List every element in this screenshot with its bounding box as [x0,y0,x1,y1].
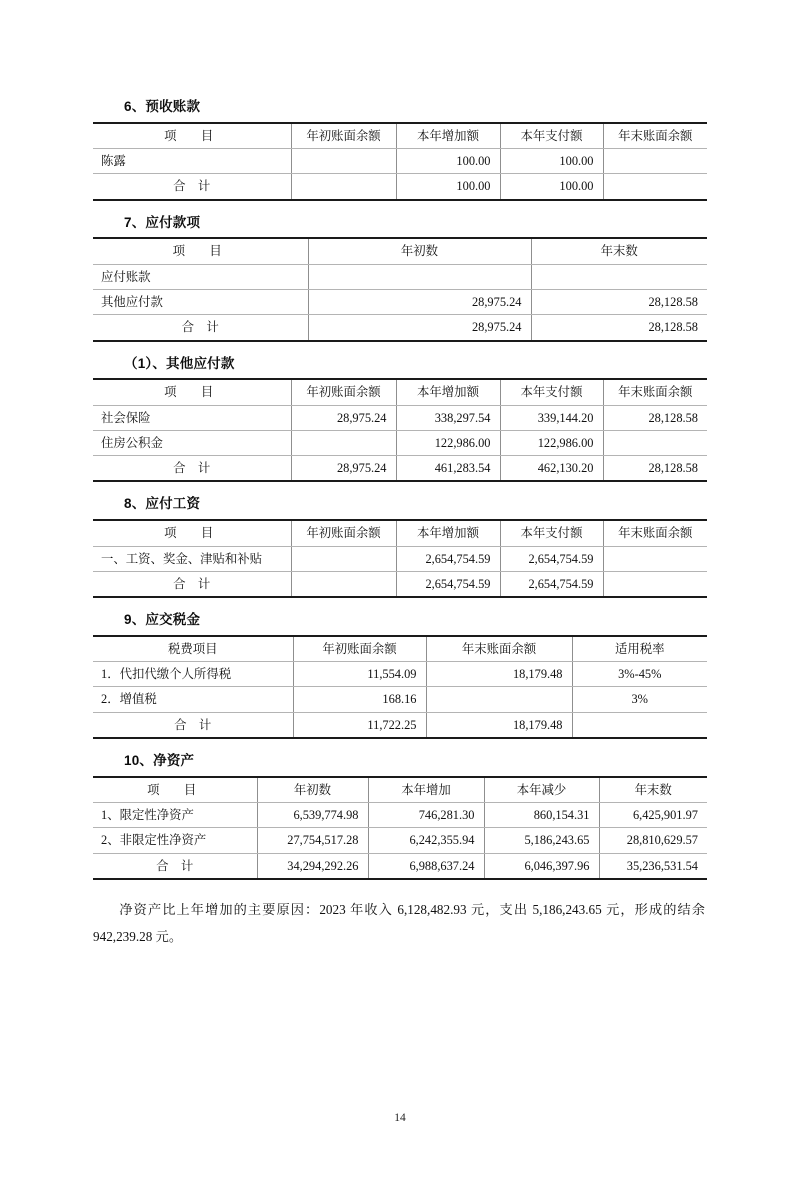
cell-value: 6,046,397.96 [484,853,599,879]
cell-value [291,430,396,455]
column-header: 本年增加额 [396,123,500,149]
cell-value: 11,554.09 [293,662,426,687]
cell-value: 3%-45% [572,662,707,687]
section-heading: 8、应付工资 [124,496,201,512]
column-header: 本年支付额 [500,379,603,405]
section-heading: 6、预收账款 [124,99,201,114]
section-payables [93,216,707,342]
cell-value: 6,425,901.97 [599,803,707,828]
cell-value: 338,297.54 [396,405,500,430]
row-label: 1、限定性净资产 [93,803,257,828]
cell-value: 168.16 [293,687,426,712]
table-row [93,687,707,712]
table-row-total [93,174,707,200]
cell-value: 122,986.00 [500,430,603,455]
column-header: 年初账面余额 [293,636,426,662]
table-header-row [93,379,707,405]
cell-value [291,149,396,174]
cell-value: 339,144.20 [500,405,603,430]
cell-value: 28,975.24 [308,290,531,315]
cell-value: 122,986.00 [396,430,500,455]
table-taxes-payable [93,635,707,739]
column-header: 项 目 [93,238,308,264]
row-label: 合 计 [173,461,211,476]
column-header: 本年增加 [368,777,484,803]
page-number: 14 [394,1112,406,1124]
cell-value: 28,128.58 [531,290,707,315]
cell-value: 461,283.54 [396,456,500,482]
row-label: 合 计 [156,858,194,873]
column-header: 年初账面余额 [291,520,396,546]
row-label: 合 计 [173,179,211,194]
table-row-total [93,571,707,597]
column-header: 本年支付额 [500,123,603,149]
row-label: 1．代扣代缴个人所得税 [93,662,293,687]
table-header-row [93,520,707,546]
cell-value: 2,654,754.59 [396,546,500,571]
row-label: 合 计 [181,320,219,335]
table-header-row [93,123,707,149]
column-header: 年末账面余额 [603,379,707,405]
cell-value: 100.00 [500,174,603,200]
table-header-row [93,238,707,264]
table-row [93,405,707,430]
column-header: 本年减少 [484,777,599,803]
column-header: 年初数 [257,777,368,803]
table-header-row [93,777,707,803]
table-header-row [93,636,707,662]
table-row [93,264,707,289]
cell-value: 100.00 [500,149,603,174]
column-header: 年末数 [599,777,707,803]
cell-value [603,174,707,200]
section-heading: （1）、其他应付款 [124,355,235,371]
table-row-total [93,853,707,879]
section-other-payables [93,357,707,483]
cell-value: 28,128.58 [603,405,707,430]
column-header: 年初账面余额 [291,123,396,149]
cell-value: 28,975.24 [308,315,531,341]
cell-value [308,264,531,289]
column-header: 项 目 [93,379,291,405]
cell-value: 860,154.31 [484,803,599,828]
column-header: 本年支付额 [500,520,603,546]
net-assets-explanation-paragraph: 净资产比上年增加的主要原因：2023 年收入 6,128,482.93 元，支出 5,186,243.65 元，形成的结余 942,239.28 元。 [93,901,705,944]
table-row-total [93,315,707,341]
cell-value: 5,186,243.65 [484,828,599,853]
section-heading: 10、净资产 [124,753,195,768]
cell-value: 746,281.30 [368,803,484,828]
table-row [93,290,707,315]
column-header: 项 目 [93,520,291,546]
table-row-total [93,712,707,738]
table-other-payables [93,378,707,482]
cell-value: 34,294,292.26 [257,853,368,879]
section-heading: 9、应交税金 [124,612,201,628]
section-heading: 7、应付款项 [124,214,201,230]
column-header: 本年增加额 [396,379,500,405]
column-header: 年末数 [531,238,707,264]
cell-value: 2,654,754.59 [500,571,603,597]
cell-value [426,687,572,712]
column-header: 年末账面余额 [603,123,707,149]
cell-value [531,264,707,289]
cell-value: 6,242,355.94 [368,828,484,853]
column-header: 项 目 [93,123,291,149]
cell-value: 6,988,637.24 [368,853,484,879]
cell-value: 6,539,774.98 [257,803,368,828]
table-row [93,430,707,455]
table-row [93,662,707,687]
cell-value: 11,722.25 [293,712,426,738]
table-payable-wages [93,519,707,598]
row-label: 2、非限定性净资产 [93,828,257,853]
cell-value: 28,975.24 [291,456,396,482]
column-header: 年末账面余额 [426,636,572,662]
cell-value [291,571,396,597]
cell-value: 100.00 [396,174,500,200]
cell-value: 462,130.20 [500,456,603,482]
column-header: 年初账面余额 [291,379,396,405]
section-taxes-payable [93,613,707,739]
column-header: 年初数 [308,238,531,264]
cell-value: 28,128.58 [603,456,707,482]
column-header: 项 目 [93,777,257,803]
table-prepaid-receipts [93,122,707,201]
cell-value [291,546,396,571]
column-header: 税费项目 [93,636,293,662]
column-header: 适用税率 [572,636,707,662]
row-label: 2．增值税 [93,687,293,712]
cell-value: 27,754,517.28 [257,828,368,853]
column-header: 年末账面余额 [603,520,707,546]
row-label: 住房公积金 [93,430,291,455]
table-net-assets [93,776,707,880]
cell-value [603,546,707,571]
table-row [93,803,707,828]
cell-value: 2,654,754.59 [500,546,603,571]
table-row [93,828,707,853]
cell-value [603,571,707,597]
cell-value: 18,179.48 [426,712,572,738]
table-payables [93,237,707,341]
cell-value [603,430,707,455]
cell-value [572,712,707,738]
cell-value: 28,810,629.57 [599,828,707,853]
row-label: 合 计 [173,576,211,591]
cell-value: 2,654,754.59 [396,571,500,597]
row-label: 一、工资、奖金、津贴和补贴 [93,546,291,571]
column-header: 本年增加额 [396,520,500,546]
table-row-total [93,456,707,482]
row-label: 应付账款 [93,264,308,289]
row-label: 其他应付款 [93,290,308,315]
table-row [93,149,707,174]
row-label: 社会保险 [93,405,291,430]
row-label: 合 计 [174,717,212,732]
cell-value: 100.00 [396,149,500,174]
table-row [93,546,707,571]
cell-value [603,149,707,174]
cell-value: 35,236,531.54 [599,853,707,879]
cell-value: 28,128.58 [531,315,707,341]
row-label: 陈露 [93,149,291,174]
section-net-assets [93,754,707,880]
cell-value: 3% [572,687,707,712]
section-payable-wages [93,497,707,598]
cell-value: 28,975.24 [291,405,396,430]
cell-value: 18,179.48 [426,662,572,687]
section-prepaid-receipts [93,100,707,201]
cell-value [291,174,396,200]
